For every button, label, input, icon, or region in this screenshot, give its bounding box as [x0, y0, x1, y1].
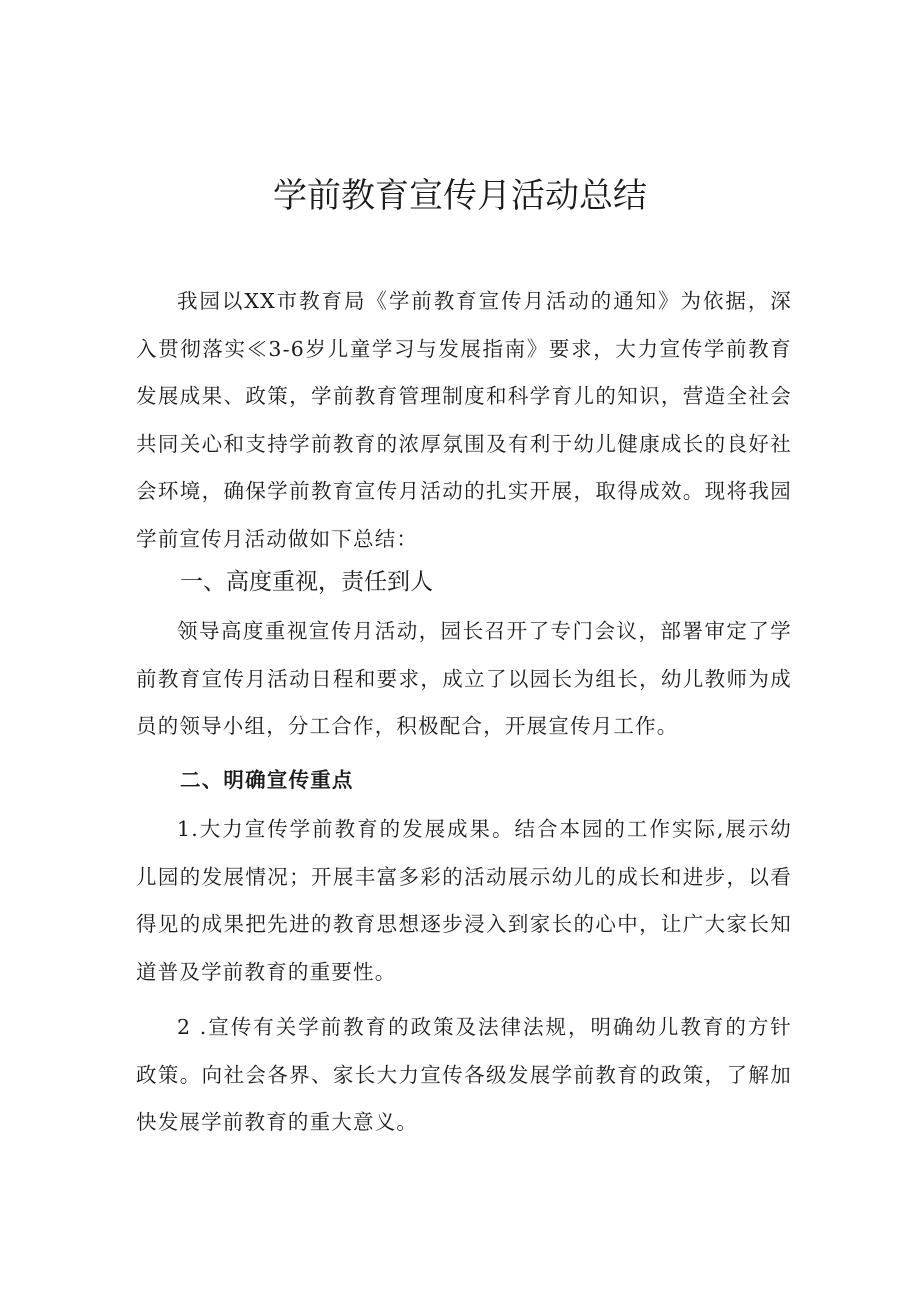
section2-heading: 二、明确宣传重点 — [180, 768, 354, 792]
section2-item1: 1.大力宣传学前教育的发展成果。结合本园的工作实际,展示幼儿园的发展情况；开展丰富多彩的活动展示幼儿的成长和进步，以看得见的成果把先进的教育思想逐步浸入到家长的心中，让广大家长知道普及学前教育的重要性。 — [136, 817, 792, 984]
section1-heading: 一、高度重视，责任到人 — [180, 569, 433, 595]
section1-paragraph: 领导高度重视宣传月活动，园长召开了专门会议，部署审定了学前教育宣传月活动日程和要求，成立了以园长为组长，幼儿教师为成员的领导小组，分工合作，积极配合，开展宣传月工作。 — [136, 619, 792, 738]
document-title: 学前教育宣传月活动总结 — [273, 176, 647, 216]
section2-item2: 2 .宣传有关学前教育的政策及法律法规，明确幼儿教育的方针政策。向社会各界、家长大力宣传各级发展学前教育的政策，了解加快发展学前教育的重大意义。 — [136, 1015, 792, 1134]
intro-paragraph: 我园以XX市教育局《学前教育宣传月活动的通知》为依据，深入贯彻落实≪3-6岁儿童学习与发展指南》要求，大力宣传学前教育发展成果、政策，学前教育管理制度和科学育儿的知识，营造全社会共同关心和支持学前教育的浓厚氛围及有利于幼儿健康成长的良好社会环境，确保学前教育宣传月活动的扎实开展，取得成效。现将我园学前宣传月活动做如下总结： — [136, 289, 792, 551]
